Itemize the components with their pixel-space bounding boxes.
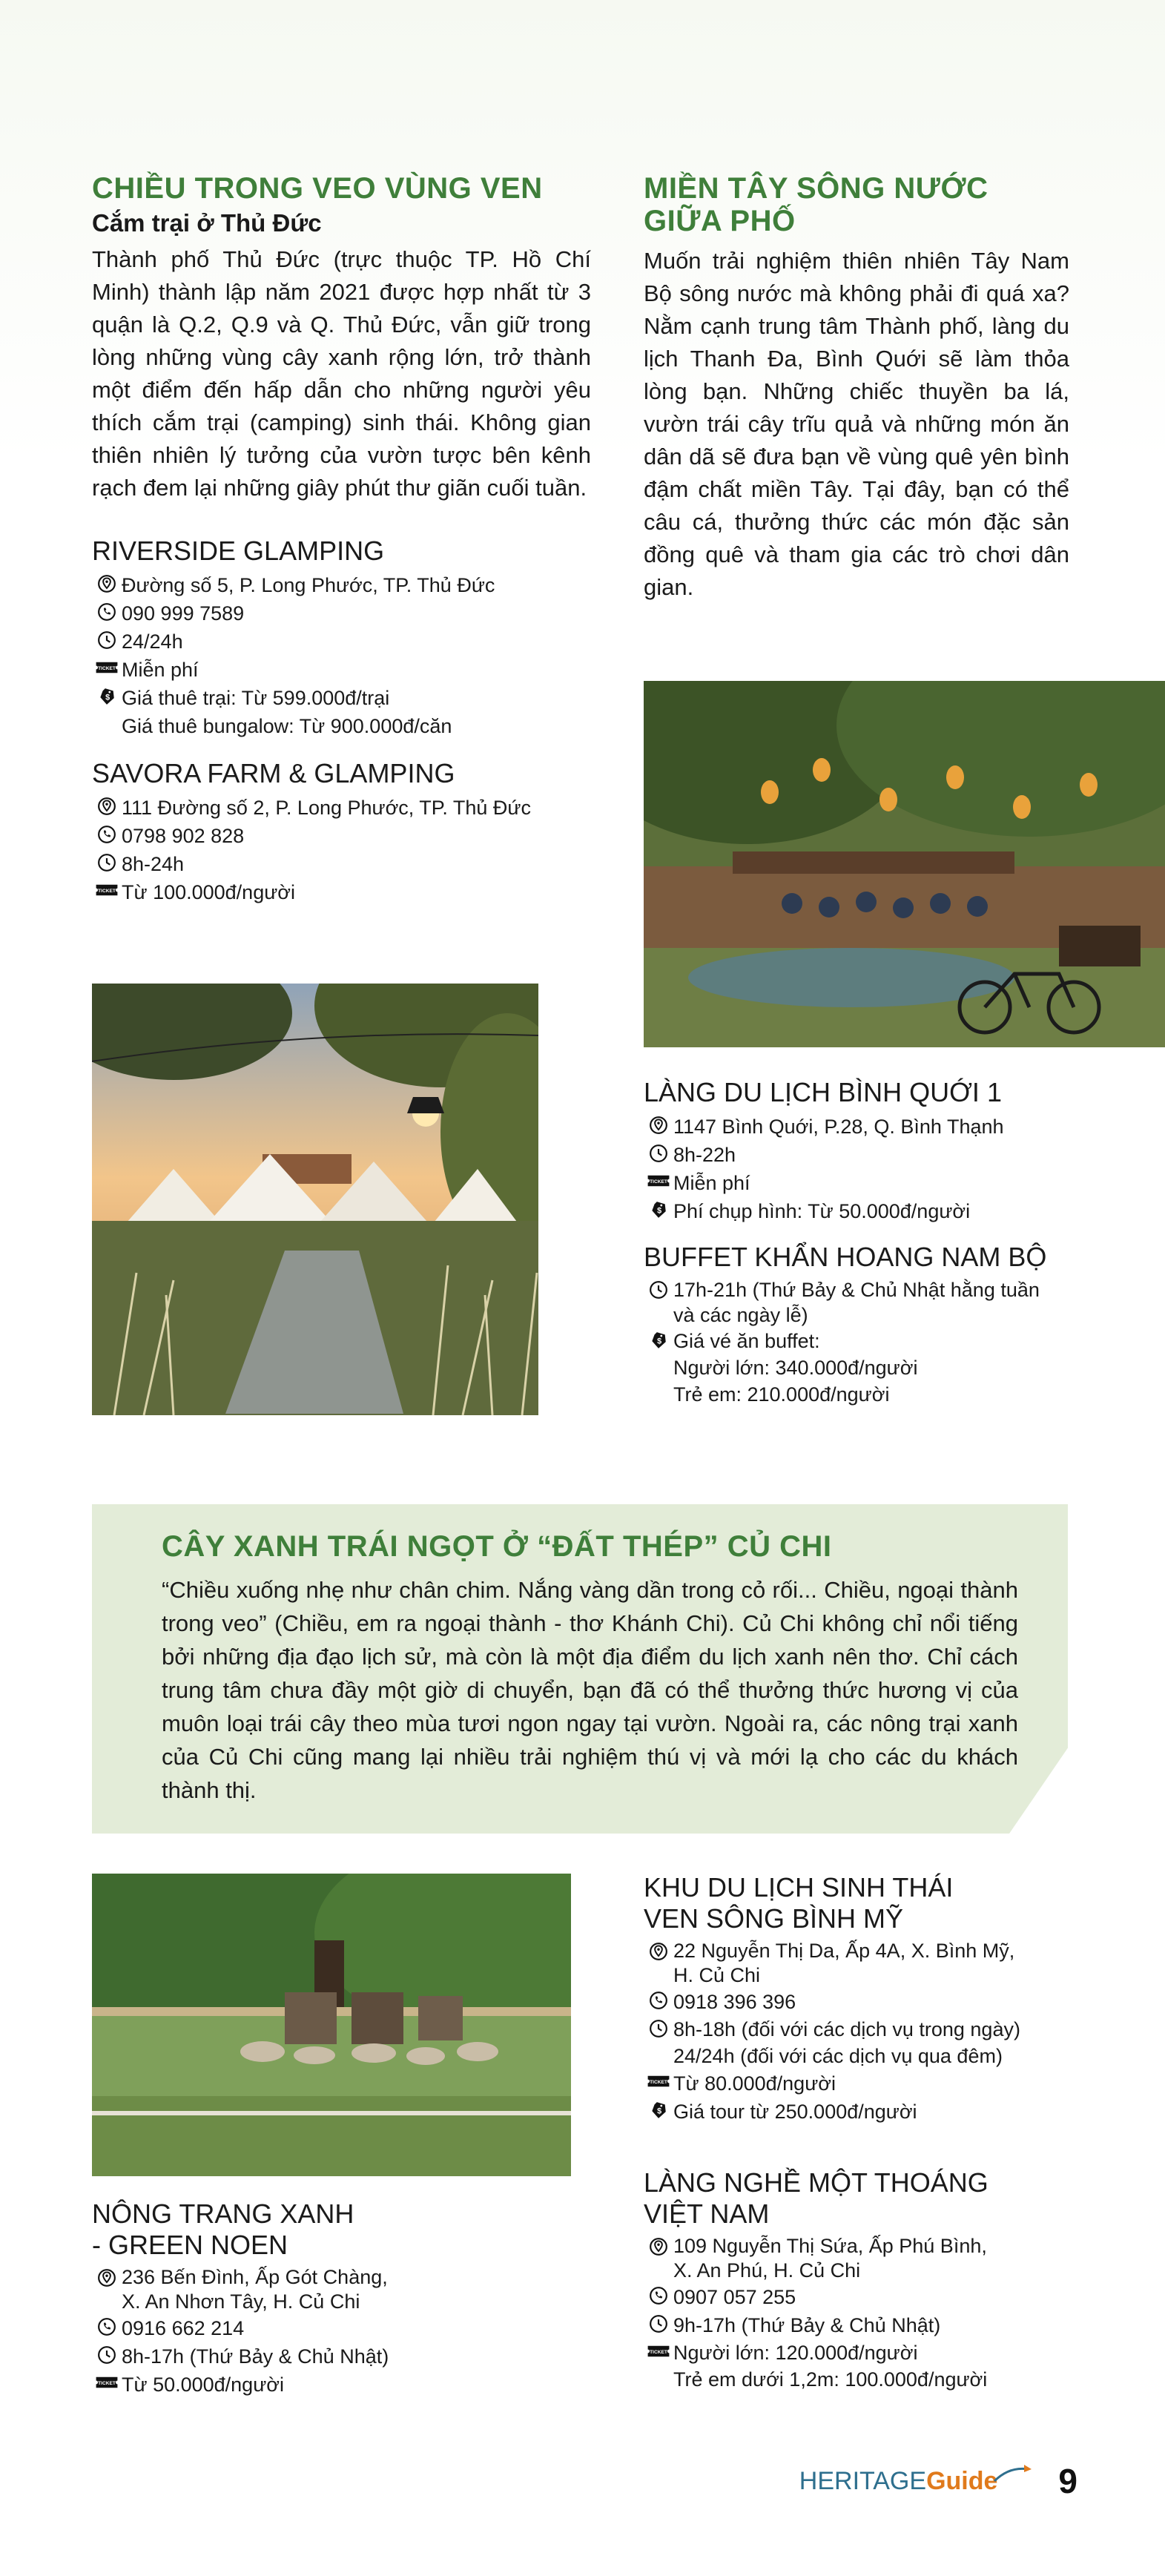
venue-title: LÀNG NGHỀ MỘT THOÁNG VIỆT NAM bbox=[644, 2167, 989, 2229]
airplane-icon bbox=[991, 2459, 1036, 2488]
clock-icon bbox=[92, 850, 122, 872]
section-title-mien-tay: MIỀN TÂY SÔNG NƯỚC GIỮA PHỐ bbox=[644, 172, 989, 237]
right-top-section bbox=[644, 172, 1069, 604]
price-row: Giá tour từ 250.000đ/người bbox=[644, 2098, 1103, 2126]
clock-icon bbox=[644, 1277, 673, 1299]
venue-title: BUFFET KHẨN HOANG NAM BỘ bbox=[644, 1242, 1047, 1272]
venue-binh-quoi bbox=[644, 1077, 1089, 1225]
phone-row: 0916 662 214 bbox=[92, 2314, 596, 2342]
phone-icon bbox=[644, 2283, 673, 2305]
clock-icon bbox=[92, 2342, 122, 2365]
hours-row: 8h-22h bbox=[644, 1141, 1089, 1169]
venue-title: LÀNG DU LỊCH BÌNH QUỚI 1 bbox=[644, 1077, 1002, 1107]
photo-green-noen bbox=[92, 1874, 571, 2176]
cu-chi-banner-text bbox=[162, 1530, 1018, 1807]
address-row: 22 Nguyễn Thị Da, Ấp 4A, X. Bình Mỹ, H. Củ Chi bbox=[644, 1939, 1103, 1988]
ticket-icon bbox=[92, 2371, 122, 2391]
venue-title: RIVERSIDE GLAMPING bbox=[92, 536, 385, 566]
phone-icon bbox=[92, 822, 122, 844]
phone-icon bbox=[92, 2314, 122, 2336]
clock-icon bbox=[644, 2016, 673, 2038]
price-row: Giá thuê trại: Từ 599.000đ/trại Giá thuê bungalow: Từ 900.000đ/căn bbox=[92, 684, 596, 740]
phone-icon bbox=[644, 1988, 673, 2010]
section-body: Muốn trải nghiệm thiên nhiên Tây Nam Bộ sông nước mà không phải đi quá xa? Nằm cạnh trung tâm Thành phố, làng du lịch Thanh Đa, Bình Quới sẽ làm thỏa lòng bạn. Những chiếc thuyền ba lá, vườn trái cây trĩu quả và những món ăn dân dã sẽ đưa bạn về vùng quê yên bình đậm chất miền Tây. Tại đây, bạn có thể câu cá, thưởng thức các món đặc sản đồng quê và tham gia các trò chơi dân gian. bbox=[644, 248, 1069, 600]
ticket-icon bbox=[92, 878, 122, 899]
page-footer bbox=[799, 2461, 1077, 2501]
price-row: Giá vé ăn buffet: Người lớn: 340.000đ/người Trẻ em: 210.000đ/người bbox=[644, 1328, 1089, 1408]
price-tag-icon bbox=[92, 684, 122, 706]
phone-row: 090 999 7589 bbox=[92, 599, 596, 627]
pin-icon bbox=[92, 2265, 122, 2287]
ticket-icon bbox=[644, 2069, 673, 2090]
venue-green-noen bbox=[92, 2198, 596, 2399]
venue-riverside bbox=[92, 536, 596, 740]
address-row: 236 Bến Đình, Ấp Gót Chàng, X. An Nhơn Tây, H. Củ Chi bbox=[92, 2265, 596, 2314]
clock-icon bbox=[644, 1141, 673, 1163]
pin-icon bbox=[644, 1939, 673, 1961]
section-body: Thành phố Thủ Đức (trực thuộc TP. Hồ Chí Minh) thành lập năm 2021 được hợp nhất từ 3 quận là Q.2, Q.9 và Q. Thủ Đức, vẫn giữ trong lòng những vùng cây xanh rộng lớn, trở thành một điểm đến hấp dẫn cho những người yêu thích cắm trại (camping) sinh thái. Không gian thiên nhiên lý tưởng của vườn tược bên kênh rạch đem lại những giây phút thư giãn cuối tuần. bbox=[92, 246, 591, 501]
ticket-row: Từ 100.000đ/người bbox=[92, 878, 596, 906]
price-tag-icon bbox=[644, 1197, 673, 1219]
phone-icon bbox=[92, 599, 122, 622]
pin-icon bbox=[644, 1113, 673, 1135]
pin-icon bbox=[92, 794, 122, 816]
hours-row: 8h-18h (đối với các dịch vụ trong ngày) 24/24h (đối với các dịch vụ qua đêm) bbox=[644, 2016, 1103, 2069]
venue-title: KHU DU LỊCH SINH THÁI VEN SÔNG BÌNH MỸ bbox=[644, 1872, 954, 1934]
left-top-section bbox=[92, 172, 591, 504]
price-tag-icon bbox=[644, 1328, 673, 1350]
price-tag-icon bbox=[644, 2098, 673, 2120]
venue-title: SAVORA FARM & GLAMPING bbox=[92, 758, 455, 788]
section-title-thu-duc: CHIỀU TRONG VEO VÙNG VEN bbox=[92, 172, 543, 205]
ticket-icon bbox=[644, 2339, 673, 2360]
hours-row: 8h-24h bbox=[92, 850, 596, 878]
price-row: Phí chụp hình: Từ 50.000đ/người bbox=[644, 1197, 1089, 1225]
address-row: 109 Nguyễn Thị Sứa, Ấp Phú Bình, X. An Phú, H. Củ Chi bbox=[644, 2234, 1103, 2283]
pin-icon bbox=[644, 2234, 673, 2256]
address-row: 111 Đường số 2, P. Long Phước, TP. Thủ Đức bbox=[92, 794, 596, 822]
section-title-cu-chi: CÂY XANH TRÁI NGỌT Ở “ĐẤT THÉP” CỦ CHI bbox=[162, 1530, 832, 1563]
clock-icon bbox=[644, 2311, 673, 2333]
venue-binh-my bbox=[644, 1872, 1103, 2126]
address-row: Đường số 5, P. Long Phước, TP. Thủ Đức bbox=[92, 571, 596, 599]
venue-mot-thoang bbox=[644, 2167, 1103, 2393]
clock-icon bbox=[92, 627, 122, 650]
hours-row: 8h-17h (Thứ Bảy & Chủ Nhật) bbox=[92, 2342, 596, 2371]
photo-binh-quoi bbox=[644, 681, 1165, 1047]
phone-row: 0907 057 255 bbox=[644, 2283, 1103, 2311]
ticket-row: Từ 80.000đ/người bbox=[644, 2069, 1103, 2098]
ticket-row: Từ 50.000đ/người bbox=[92, 2371, 596, 2399]
phone-row: 0918 396 396 bbox=[644, 1988, 1103, 2016]
venue-title: NÔNG TRANG XANH - GREEN NOEN bbox=[92, 2198, 354, 2260]
pin-icon bbox=[92, 571, 122, 593]
venue-savora bbox=[92, 758, 596, 906]
venue-buffet bbox=[644, 1242, 1089, 1408]
ticket-icon bbox=[92, 656, 122, 676]
ticket-row: Miễn phí bbox=[92, 656, 596, 684]
heritage-guide-logo: HERITAGEGuide bbox=[799, 2466, 998, 2495]
section-subtitle: Cắm trại ở Thủ Đức bbox=[92, 209, 322, 237]
phone-row: 0798 902 828 bbox=[92, 822, 596, 850]
hours-row: 24/24h bbox=[92, 627, 596, 656]
section-body: “Chiều xuống nhẹ như chân chim. Nắng vàng dần trong cỏ rối... Chiều, ngoại thành trong veo” (Chiều, em ra ngoại thành - thơ Khánh Chi). Củ Chi không chỉ nổi tiếng bởi những địa đạo lịch sử, mà còn là một địa điểm du lịch xanh nên thơ. Chỉ cách trung tâm chưa đầy một giờ di chuyển, bạn đã có thể thưởng thức hương vị của muôn loại trái cây theo mùa tươi ngon ngay tại vườn. Ngoài ra, các nông trại xanh của Củ Chi cũng mang lại nhiều trải nghiệm thú vị và mới lạ cho các du khách thành thị. bbox=[162, 1577, 1018, 1803]
ticket-row: Miễn phí bbox=[644, 1169, 1089, 1197]
ticket-row: Người lớn: 120.000đ/người Trẻ em dưới 1,2m: 100.000đ/người bbox=[644, 2339, 1103, 2393]
hours-row: 9h-17h (Thứ Bảy & Chủ Nhật) bbox=[644, 2311, 1103, 2339]
photo-glamping-tents bbox=[92, 984, 538, 1415]
page-number: 9 bbox=[1058, 2462, 1077, 2500]
hours-row: 17h-21h (Thứ Bảy & Chủ Nhật hằng tuần và các ngày lễ) bbox=[644, 1277, 1089, 1328]
ticket-icon bbox=[644, 1169, 673, 1190]
address-row: 1147 Bình Quới, P.28, Q. Bình Thạnh bbox=[644, 1113, 1089, 1141]
